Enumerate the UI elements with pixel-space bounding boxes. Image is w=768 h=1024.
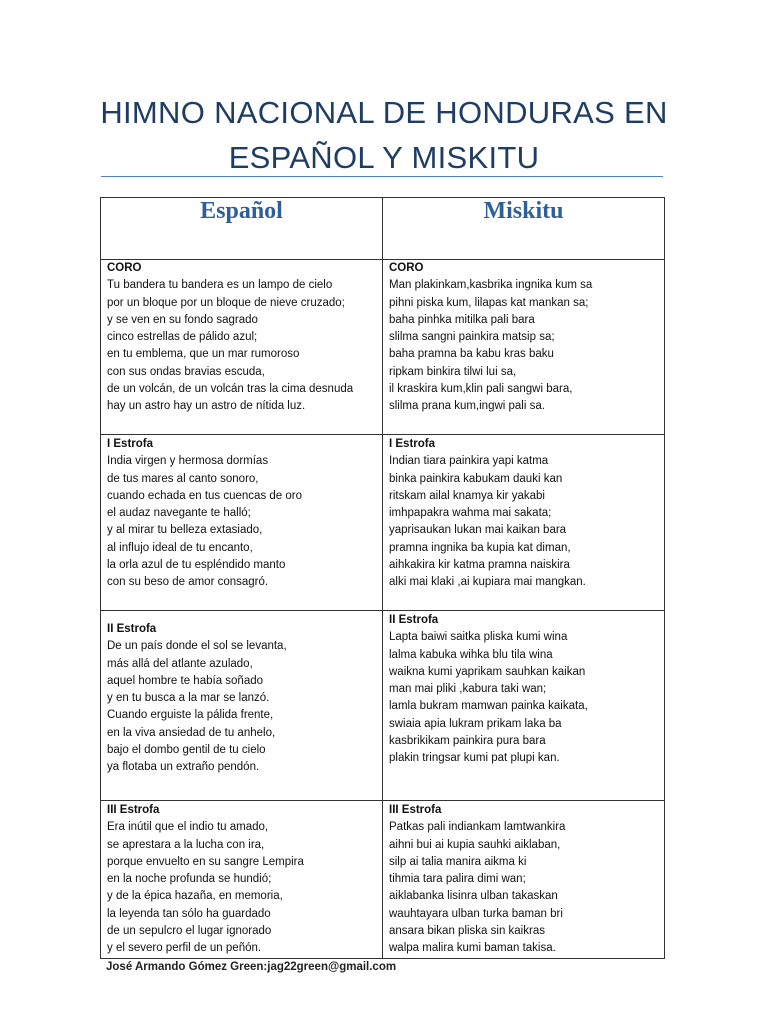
section-label: I Estrofa [107,438,154,450]
section-row-estrofa-1 [101,435,665,611]
section-row-coro [101,260,665,435]
verse-line: ripkam binkira tilwi lui sa, [389,365,517,378]
verse-line: slilma sangni painkira matsip sa; [389,331,555,344]
section-label: CORO [107,262,142,274]
section-label: II Estrofa [107,623,157,635]
verse-line: y al mirar tu belleza extasiado, [107,524,263,537]
verse-line: Indian tiara painkira yapi katma [389,455,549,468]
section-label: CORO [389,262,424,274]
verse-line: India virgen y hermosa dormías [107,455,269,468]
verse-line: aihkakira kir katma pramna naiskira [389,559,570,572]
verse-line: cuando echada en tus cuencas de oro [107,489,303,502]
verse-line: Man plakinkam,kasbrika ingnika kum sa [389,279,593,292]
spanish-cell [101,260,383,435]
verse-line: plakin tringsar kumi pat plupi kan. [389,752,560,765]
verse-line: ritskam ailal knamya kir yakabi [389,489,545,502]
verse-line: porque envuelto en su sangre Lempira [107,855,304,868]
verse-line: ya flotaba un extraño pendón. [107,761,260,774]
verse-line: al influjo ideal de tu encanto, [107,541,253,554]
verse-line: Tu bandera tu bandera es un lampo de cielo [107,279,333,292]
verse-line: en la noche profunda se hundió; [107,873,272,886]
miskitu-cell [383,611,665,801]
verse-line: lamla bukram mamwan painka kaikata, [389,700,588,713]
verse-line: waikna kumi yaprikam sauhkan kaikan [389,665,586,678]
section-label: III Estrofa [107,804,160,816]
miskitu-cell [383,260,665,435]
column-header-espanol: Español [101,198,383,260]
verse-line: bajo el dombo gentil de tu cielo [107,744,266,757]
verse-line: en la viva ansiedad de tu anhelo, [107,726,276,739]
verse-line: ansara bikan pliska sin kaikras [389,925,545,938]
verse-line: por un bloque por un bloque de nieve cruzado; [107,296,345,309]
verse-line: alki mai klaki ,ai kupiara mai mangkan. [389,576,586,589]
verse-line: aiklabanka lisinra ulban takaskan [389,890,558,903]
verse-line: Patkas pali indiankam lamtwankira [389,821,566,834]
verse-line: walpa malira kumi baman takisa. [389,942,556,955]
verse-line: cinco estrellas de pálido azul; [107,331,258,344]
section-label: III Estrofa [389,804,442,816]
author-footer: José Armando Gómez Green:jag22green@gmail.com [106,961,397,973]
verse-line: imhpapakra wahma mai sakata; [389,507,552,520]
verse-line: la orla azul de tu espléndido manto [107,559,286,572]
column-header-miskitu: Miskitu [383,198,665,260]
miskitu-cell [383,435,665,611]
verse-line: yaprisaukan lukan mai kaikan bara [389,524,567,537]
verse-line: y el severo perfil de un peñón. [107,942,262,955]
verse-line: tihmia tara palira dimi wan; [389,873,526,886]
verse-line: man mai pliki ,kabura taki wan; [389,683,547,696]
verse-line: il kraskira kum,klin pali sangwi bara, [389,383,573,396]
verse-line: silp ai talia manira aikma ki [389,855,527,868]
verse-line: en tu emblema, que un mar rumoroso [107,348,300,361]
miskitu-cell [383,801,665,959]
verse-line: baha pramna ba kabu kras baku [389,348,554,361]
title-divider [101,176,663,177]
spanish-cell [101,801,383,959]
verse-line: más allá del atlante azulado, [107,657,253,670]
section-row-estrofa-3 [101,801,665,959]
header-row [101,198,665,260]
verse-line: con su beso de amor consagró. [107,576,269,589]
anthem-table [100,197,665,959]
verse-line: se aprestara a la lucha con ira, [107,838,265,851]
verse-line: Lapta baiwi saitka pliska kumi wina [389,631,568,644]
spanish-cell [101,611,383,801]
verse-line: Era inútil que el indio tu amado, [107,821,269,834]
verse-line: hay un astro hay un astro de nítida luz. [107,400,306,413]
verse-line: de tus mares al canto sonoro, [107,472,259,485]
verse-line: pramna ingnika ba kupia kat diman, [389,541,571,554]
verse-line: wauhtayara ulban turka baman bri [389,907,563,920]
verse-line: de un sepulcro el lugar ignorado [107,925,272,938]
verse-line: aihni bui ai kupia sauhki aiklaban, [389,838,561,851]
verse-line: el audaz navegante te halló; [107,507,251,520]
verse-line: Cuando erguiste la pálida frente, [107,709,274,722]
verse-line: aquel hombre te había soñado [107,674,264,687]
verse-line: la leyenda tan sólo ha guardado [107,907,271,920]
verse-line: y de la épica hazaña, en memoria, [107,890,283,903]
verse-line: pihni piska kum, lilapas kat mankan sa; [389,296,589,309]
spanish-cell [101,435,383,611]
verse-line: y en tu busca a la mar se lanzó. [107,692,270,705]
verse-line: De un país donde el sol se levanta, [107,640,287,653]
section-label: I Estrofa [389,438,436,450]
verse-line: lalma kabuka wihka blu tila wina [389,648,553,661]
section-row-estrofa-2 [101,611,665,801]
verse-line: kasbrikikam painkira pura bara [389,735,546,748]
section-label: II Estrofa [389,614,439,626]
verse-line: de un volcán, de un volcán tras la cima desnuda [107,383,354,396]
verse-line: binka painkira kabukam dauki kan [389,472,563,485]
verse-line: baha pinhka mitilka pali bara [389,313,535,326]
verse-line: y se ven en su fondo sagrado [107,313,258,326]
verse-line: slilma prana kum,ingwi pali sa. [389,400,545,413]
verse-line: swiaia apia lukram prikam laka ba [389,717,562,730]
verse-line: con sus ondas bravias escuda, [107,365,265,378]
page-title: HIMNO NACIONAL DE HONDURAS EN ESPAÑOL Y MISKITU [100,95,668,175]
